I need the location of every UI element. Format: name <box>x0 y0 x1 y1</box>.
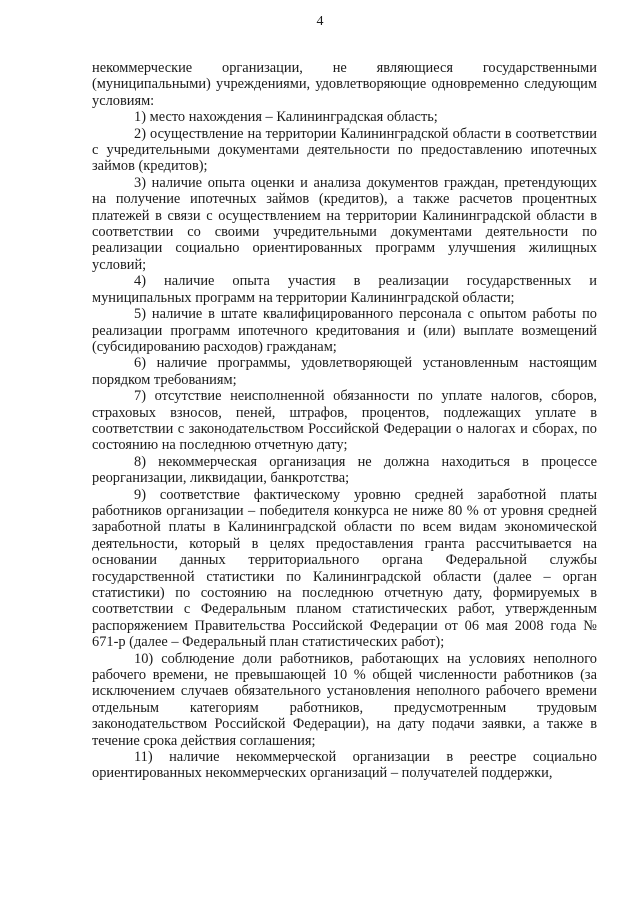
condition-2: 2) осуществление на территории Калининградской области в соответствии с учредительными документами деятельности по предоставлению ипотечных займов (кредитов); <box>92 125 597 175</box>
intro-paragraph: некоммерческие организации, не являющиеся государственными (муниципальными) учреждениями, удовлетворяющие одновременно следующим условиям: <box>92 60 597 109</box>
page-number: 4 <box>316 14 324 29</box>
condition-1: 1) место нахождения – Калининградская область; <box>134 109 438 126</box>
condition-7: 7) отсутствие неисполненной обязанности по уплате налогов, сборов, страховых взносов, пеней, штрафов, процентов, подлежащих уплате в соответствии с законодательством Российской Федерации о налогах и сборах, по состоянию на последнюю отчетную дату; <box>92 388 597 454</box>
condition-11: 11) наличие некоммерческой организации в реестре социально ориентированных некоммерческих организаций – получателей поддержки, <box>92 749 597 782</box>
condition-3: 3) наличие опыта оценки и анализа документов граждан, претендующих на получение ипотечных займов (кредитов), а также расчетов процентных платежей в связи с осуществлением на территории Калининградской области в соответствии со своими учредительными документами деятельности по реализации социально ориентированных программ улучшения жилищных условий; <box>92 174 597 273</box>
condition-8: 8) некоммерческая организация не должна находиться в процессе реорганизации, ликвидации, банкротства; <box>92 453 597 487</box>
condition-5: 5) наличие в штате квалифицированного персонала с опытом работы по реализации программ ипотечного кредитования и (или) выплате возмещений (субсидированию расходов) гражданам; <box>92 306 597 355</box>
document-body <box>92 60 597 782</box>
condition-10: 10) соблюдение доли работников, работающих на условиях неполного рабочего времени, не превышающей 10 % общей численности работников (за исключением случаев обязательного установления неполного рабочего времени отдельным категориям работников, предусмотренным трудовым законодательством Российской Федерации), на дату подачи заявки, а также в течение срока действия соглашения; <box>92 650 597 749</box>
condition-6: 6) наличие программы, удовлетворяющей установленным настоящим порядком требованиям; <box>92 355 597 388</box>
condition-9: 9) соответствие фактическому уровню средней заработной платы работников организации – победителя конкурса не ниже 80 % от уровня средней заработной платы в Калининградской области по всем видам экономической деятельности, который в целях предоставления гранта рассчитывается на основании данных территориального органа Федеральной службы государственной статистики по Калининградской области (далее – орган статистики) по состоянию на последнюю отчетную дату, формируемых в соответствии с Федеральным планом статистических работ, утвержденным распоряжением Правительства Российской Федерации от 06 мая 2008 года № 671-р (далее – Федеральный план статистических работ); <box>92 486 597 651</box>
condition-4: 4) наличие опыта участия в реализации государственных и муниципальных программ на территории Калининградской области; <box>92 273 597 306</box>
